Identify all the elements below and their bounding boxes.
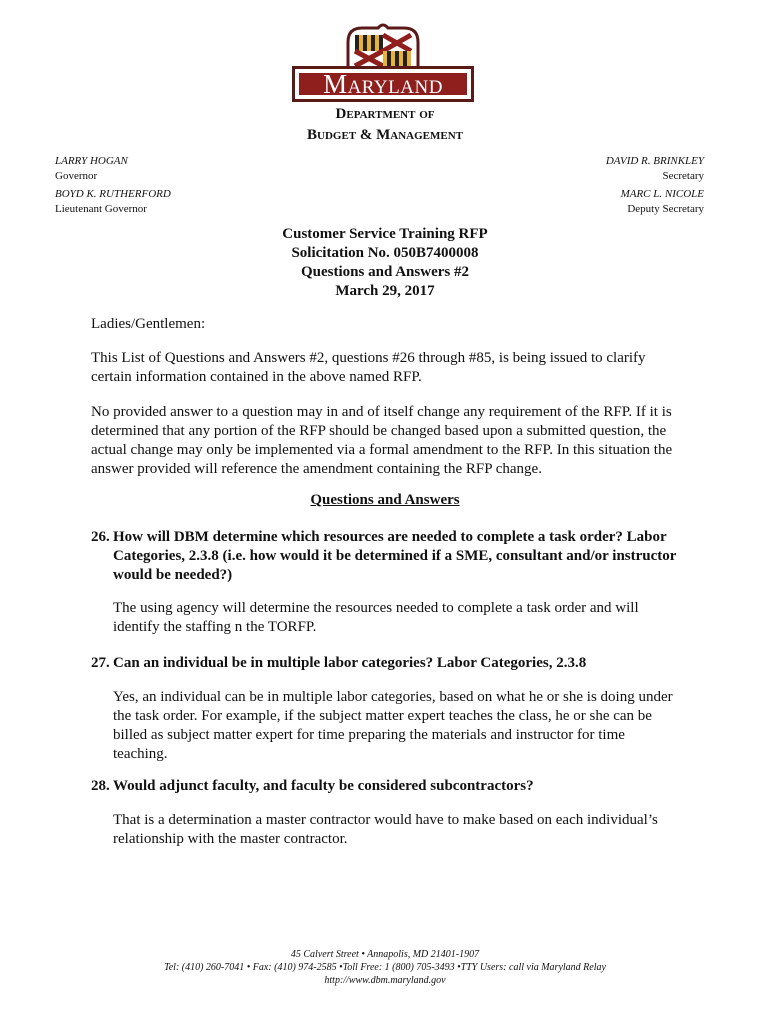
question-text: Can an individual be in multiple labor categories? Labor Categories, 2.3.8 — [113, 655, 587, 671]
question-number: 26. — [91, 529, 110, 545]
question-number: 27. — [91, 655, 110, 671]
footer-phones: Tel: (410) 260-7041 • Fax: (410) 974-2585 •Toll Free: 1 (800) 705-3493 •TTY Users: call via Maryland Relay — [164, 962, 606, 973]
official-name: BOYD K. RUTHERFORD — [55, 188, 171, 200]
footer — [0, 948, 770, 987]
answer-text: That is a determination a master contractor would have to make based on each individual’s relationship with the master contractor. — [113, 812, 658, 847]
title-line-3: Questions and Answers #2 — [301, 264, 469, 280]
maryland-flag-emblem — [292, 22, 474, 72]
intro-paragraph-1: This List of Questions and Answers #2, questions #26 through #85, is being issued to clarify certain information contained in the above named RFP. — [91, 350, 646, 385]
maryland-logo — [292, 22, 474, 106]
question-number: 28. — [91, 778, 110, 794]
official-title: Governor — [55, 170, 98, 182]
official-right-1 — [606, 154, 704, 184]
official-name: MARC L. NICOLE — [620, 188, 704, 200]
question-text: How will DBM determine which resources are needed to complete a task order? Labor Categories, 2.3.8 (i.e. how would it be determined if a SME, consultant and/or instructor would be needed?) — [113, 529, 677, 583]
official-left-1 — [55, 154, 128, 184]
logo-wordmark-frame — [292, 66, 474, 102]
official-name: DAVID R. BRINKLEY — [605, 155, 704, 167]
footer-url[interactable]: http://www.dbm.maryland.gov — [324, 975, 446, 986]
logo-wordmark-text: Maryland — [323, 68, 443, 99]
title-line-4: March 29, 2017 — [335, 283, 435, 299]
title-line-2: Solicitation No. 050B7400008 — [291, 245, 479, 261]
department-line-1: Department of — [335, 106, 435, 122]
section-title: Questions and Answers — [310, 492, 460, 508]
department-line-2: Budget & Management — [307, 127, 463, 143]
answer-text: Yes, an individual can be in multiple labor categories, based on what he or she is doing under the task order. For example, if the subject matter expert teaches the class, he or she can be billed as subject matter expert for time preparing the materials and instructor for time teaching. — [113, 689, 673, 762]
official-title: Lieutenant Governor — [55, 203, 147, 215]
question-text: Would adjunct faculty, and faculty be considered subcontractors? — [113, 778, 534, 794]
salutation: Ladies/Gentlemen: — [91, 316, 206, 332]
document-title — [0, 225, 770, 301]
official-left-2 — [55, 187, 171, 217]
official-title: Deputy Secretary — [627, 203, 704, 215]
official-title: Secretary — [662, 170, 704, 182]
intro-paragraph-2: No provided answer to a question may in and of itself change any requirement of the RFP. If it is determined that any portion of the RFP should be changed based upon a submitted question, the actual change may only be implemented via a formal amendment to the RFP. In this situation the answer provided will reference the amendment containing the RFP change. — [91, 404, 673, 477]
title-line-1: Customer Service Training RFP — [282, 226, 488, 242]
footer-address: 45 Calvert Street • Annapolis, MD 21401-1907 — [290, 949, 480, 960]
official-name: LARRY HOGAN — [55, 155, 128, 167]
answer-text: The using agency will determine the resources needed to complete a task order and will identify the staffing n the TORFP. — [113, 600, 639, 635]
official-right-2 — [621, 187, 704, 217]
